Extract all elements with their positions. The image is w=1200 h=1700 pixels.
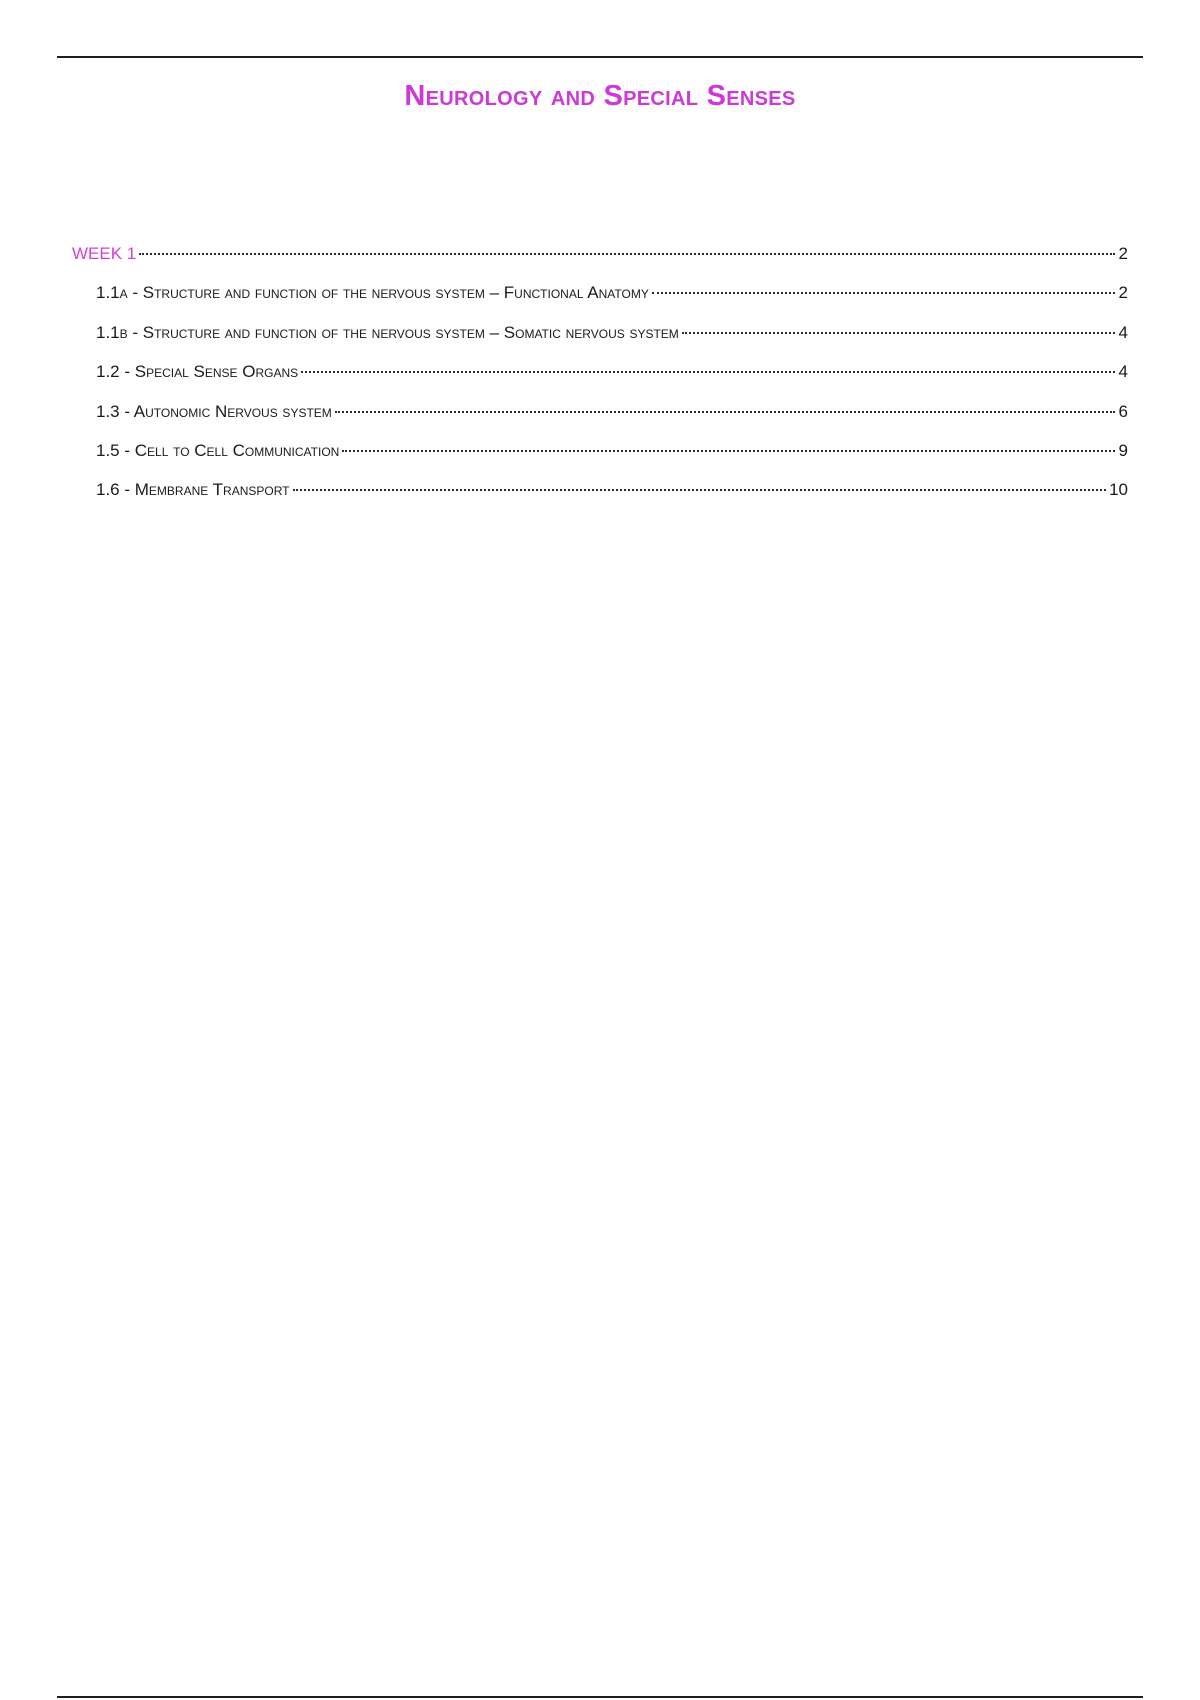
header-rule	[57, 56, 1143, 58]
document-title: Neurology and Special Senses	[404, 80, 796, 112]
toc-entry-1-3[interactable]	[72, 402, 1128, 441]
toc-dot-leader	[293, 489, 1107, 491]
toc-entry-1-5[interactable]	[72, 441, 1128, 480]
toc-dot-leader	[682, 332, 1115, 334]
table-of-contents	[72, 244, 1128, 520]
toc-entry-page: 2	[1118, 244, 1128, 263]
toc-entry-label: 1.3 - Autonomic Nervous system	[96, 401, 332, 421]
toc-entry-page: 2	[1118, 283, 1128, 303]
toc-dot-leader	[301, 371, 1115, 373]
toc-entry-1-1b[interactable]	[72, 323, 1128, 362]
toc-entry-page: 10	[1109, 480, 1128, 500]
toc-entry-label: 1.1b - Structure and function of the nervous system – Somatic nervous system	[96, 322, 679, 342]
footer-rule	[57, 1696, 1143, 1698]
toc-entry-label: 1.6 - Membrane Transport	[96, 480, 290, 500]
toc-dot-leader	[652, 292, 1115, 294]
toc-dot-leader	[139, 253, 1115, 255]
toc-entry-page: 9	[1118, 440, 1128, 460]
toc-entry-week-1[interactable]	[72, 244, 1128, 283]
toc-entry-page: 4	[1118, 362, 1128, 382]
toc-entry-1-1a[interactable]	[72, 283, 1128, 322]
toc-dot-leader	[342, 450, 1115, 452]
toc-entry-1-2[interactable]	[72, 362, 1128, 401]
toc-entry-label: 1.2 - Special Sense Organs	[96, 362, 299, 382]
toc-entry-label: 1.5 - Cell to Cell Communication	[96, 440, 340, 460]
toc-entry-label: 1.1a - Structure and function of the nervous system – Functional Anatomy	[96, 283, 649, 303]
toc-entry-1-6[interactable]	[72, 480, 1128, 519]
toc-entry-page: 6	[1118, 401, 1128, 421]
toc-entry-label: WEEK 1	[72, 244, 137, 263]
toc-dot-leader	[335, 411, 1115, 413]
toc-entry-page: 4	[1118, 322, 1128, 342]
